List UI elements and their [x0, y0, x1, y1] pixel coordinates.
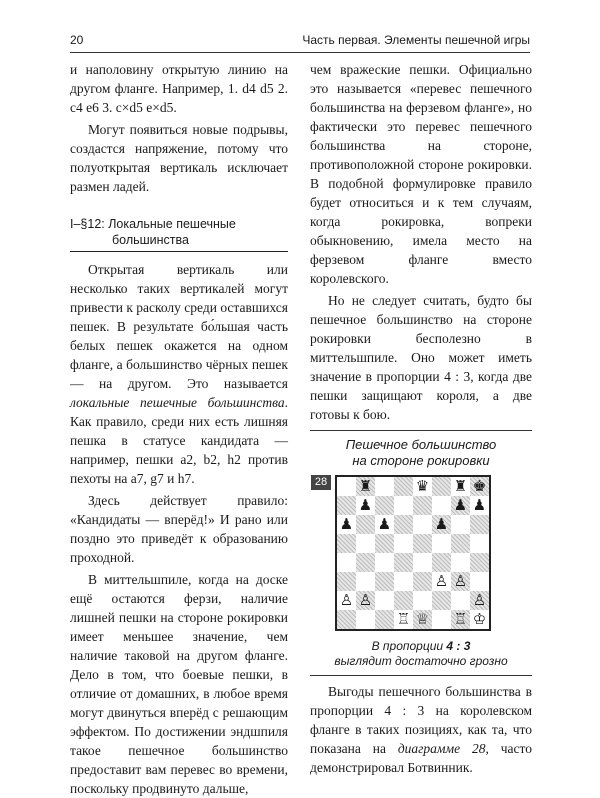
square-d7 — [394, 496, 413, 515]
square-c8 — [375, 477, 394, 496]
square-a8 — [337, 477, 356, 496]
board-wrap — [311, 475, 531, 635]
square-h1-piece: ♔ — [470, 610, 489, 629]
paragraph: чем вражеские пешки. Официально это называется «перевес пешечного большинства на ферзевом фланге», но фактически это перевес пешечного большинства на стороне, противоположной стороне рокировки. В подобной формулировке правило будет относиться и к тем случаям, когда рокировка, вопреки обыкновению, имела место на ферзевом фланге вместо королевского. — [310, 62, 532, 286]
square-d2 — [394, 591, 413, 610]
section-heading — [70, 214, 288, 252]
chess-diagram — [310, 430, 532, 676]
diagram-title-line2: на стороне рокировки — [352, 453, 490, 468]
section-heading-line1: I–§12: Локальные пешечные — [70, 217, 236, 231]
text-span: , часто демонстрировал Ботвинник. — [310, 741, 532, 775]
square-f7 — [432, 496, 451, 515]
square-a4 — [337, 553, 356, 572]
text-span: . Как правило, среди них есть лишняя пешка в статусе кандидата — например, пешки a2, b2, h2 против пехоты на a7, g7 и h7. — [70, 395, 288, 486]
square-b3 — [356, 572, 375, 591]
square-d1-piece: ♖ — [394, 610, 413, 629]
diagram-caption — [310, 639, 532, 669]
square-d3 — [394, 572, 413, 591]
square-g5 — [451, 534, 470, 553]
diagram-caption-line1 — [310, 639, 532, 654]
square-f6-piece: ♟ — [432, 515, 451, 534]
square-f3-piece: ♙ — [432, 572, 451, 591]
section-heading-line2: большинства — [112, 233, 189, 247]
square-g2 — [451, 591, 470, 610]
square-e8-piece: ♛ — [413, 477, 432, 496]
square-h7-piece: ♟ — [470, 496, 489, 515]
ratio-text: 4 : 3 — [446, 639, 471, 653]
square-e1-piece: ♕ — [413, 610, 432, 629]
square-e4 — [413, 553, 432, 572]
square-b8-piece: ♜ — [356, 477, 375, 496]
square-g3-piece: ♙ — [451, 572, 470, 591]
square-g8-piece: ♜ — [451, 477, 470, 496]
square-h4 — [470, 553, 489, 572]
paragraph: Но не следует считать, будто бы пешечное большинство на стороне рокировки бесполезно в миттельшпиле. Оно может иметь значение в пропорции 4 : 3, когда две пешки защищают короля, а две готовы к бою. — [310, 293, 532, 422]
diagram-frame — [310, 430, 532, 676]
square-c1 — [375, 610, 394, 629]
square-c2 — [375, 591, 394, 610]
right-column — [310, 60, 532, 777]
square-c6-piece: ♟ — [375, 515, 394, 534]
square-f2 — [432, 591, 451, 610]
square-e5 — [413, 534, 432, 553]
square-d8 — [394, 477, 413, 496]
square-e7 — [413, 496, 432, 515]
chapter-title: Часть первая. Элементы пешечной игры — [302, 33, 530, 47]
paragraph — [310, 682, 532, 777]
text-span: В пропорции — [371, 639, 447, 653]
chess-board — [335, 475, 491, 631]
square-f5 — [432, 534, 451, 553]
emphasis: диаграмме 28 — [397, 741, 486, 756]
square-h2-piece: ♙ — [470, 591, 489, 610]
paragraph: В миттельшпиле, когда на доске ещё остаются ферзи, наличие лишней пешки на стороне рокировки имеет меньшее значение, чем наличие таковой на другом фланге. Дело в том, что боевые пешки, в отличие от домашних, в любое время могут двинуться вперёд с решающим эффектом. По достижении эндшпиля такое пешечное большинство предоставит вам перевес во времени, поскольку продвинуто дальше, — [70, 572, 288, 796]
square-h3 — [470, 572, 489, 591]
running-header — [70, 30, 530, 53]
square-b6 — [356, 515, 375, 534]
diagram-caption-line2: выглядит достаточно грозно — [334, 654, 508, 668]
emphasis: локальные пешечные большинства — [70, 395, 285, 410]
square-d5 — [394, 534, 413, 553]
square-a6-piece: ♟ — [337, 515, 356, 534]
diagram-number: 28 — [311, 475, 331, 490]
text-span: Выгоды пешечного большинства в пропорции 4 : 3 на королевском фланге в таких позициях, как та, что показана на — [310, 684, 532, 756]
paragraph: и наполовину открытую линию на другом фланге. Например, 1. d4 d5 2. c4 e6 3. c×d5 e×d5. — [70, 62, 288, 115]
square-a1 — [337, 610, 356, 629]
square-f4 — [432, 553, 451, 572]
square-b1 — [356, 610, 375, 629]
diagram-title-line1: Пешечное большинство — [345, 437, 497, 452]
paragraph — [70, 260, 288, 488]
square-f1 — [432, 610, 451, 629]
paragraph: Могут появиться новые подрывы, создастся напряжение, потому что полуоткрытая вертикаль исключает размен ладей. — [70, 122, 288, 194]
square-c3 — [375, 572, 394, 591]
square-d4 — [394, 553, 413, 572]
text-span: Открытая вертикаль или несколько таких вертикалей могут привести к расколу среди оставшихся пешек. В результате бо́льшая часть белых пешек окажется на одном фланге, а большинство чёрных пешек — на другом. Это называется — [70, 262, 289, 391]
left-column — [70, 60, 288, 798]
square-a7 — [337, 496, 356, 515]
square-b7-piece: ♟ — [356, 496, 375, 515]
square-a5 — [337, 534, 356, 553]
page-number: 20 — [70, 33, 84, 47]
diagram-title — [310, 437, 532, 469]
square-g1-piece: ♖ — [451, 610, 470, 629]
square-b2-piece: ♙ — [356, 591, 375, 610]
square-f8 — [432, 477, 451, 496]
paragraph: Здесь действует правило: «Кандидаты — вперёд!» И рано или поздно это приведёт к образованию проходной. — [70, 493, 288, 565]
square-b5 — [356, 534, 375, 553]
square-a3 — [337, 572, 356, 591]
square-e6 — [413, 515, 432, 534]
square-c4 — [375, 553, 394, 572]
square-h6 — [470, 515, 489, 534]
square-e2 — [413, 591, 432, 610]
square-b4 — [356, 553, 375, 572]
square-g7-piece: ♟ — [451, 496, 470, 515]
square-e3 — [413, 572, 432, 591]
square-c5 — [375, 534, 394, 553]
square-g4 — [451, 553, 470, 572]
square-d6 — [394, 515, 413, 534]
square-g6 — [451, 515, 470, 534]
square-h5 — [470, 534, 489, 553]
square-a2-piece: ♙ — [337, 591, 356, 610]
square-h8-piece: ♚ — [470, 477, 489, 496]
square-c7 — [375, 496, 394, 515]
